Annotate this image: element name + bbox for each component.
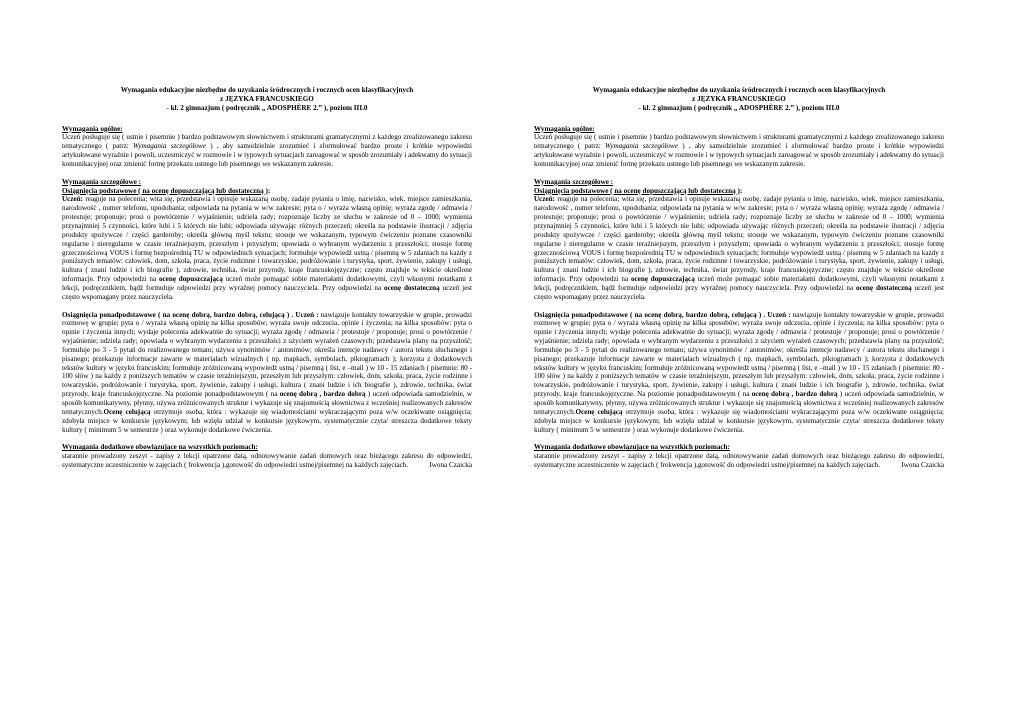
general-text: ) , aby samodzielnie zrozumieć i sformułować bardzo proste i krótkie wypowiedzi artykułowane wyraźnie i powoli, uczestniczyć w rozmowie i w typowych sytuacjach zareagować w sposób zrozumiały i adekwatny do sytuacji komunikacyjnej oraz zmienić formę przekazu ustnego lub pisemnego we wskazanym zakresie. (534, 142, 944, 168)
basic-heading (62, 187, 472, 196)
page-left (62, 86, 472, 470)
basic-text: uczeń może pomagać sobie materiałami dodatkowymi, czyli własnymi notatkami z lekcji, podręcznikiem, bądź formułuje odpowiedzi przy wyraźnej pomocy nauczyciela. Przy odpowiedzi na (62, 275, 472, 292)
basic-bold: ocenę dostateczną (856, 283, 912, 292)
basic-lead: Uczeń: (62, 195, 84, 204)
additional-text: starannie prowadzony zeszyt - zapisy z lekcji opatrzone datą, odnotowywanie zadań domowych oraz bieżącego zakresu do odpowiedzi, systematyczne uczestniczenie w zajęciach ( frekwencja ),gotowość do odpowiedzi ustnej/pisemnej na każdych zajęciach. (62, 452, 472, 470)
basic-text: reaguje na polecenia; wita się, przedstawia i opisuje wskazaną osobę, zadaje pytania o imię, nazwisko, wiek, miejsce zamieszkania, narodowość , numer telefonu, upodobania; odpowiada na pytania w w/w zakresie; pyta o / wyraża własną opinię; wyraża zgodę / odmawia / protestuje; proponuje; prosi o powtórzenie / wyjaśnienie; udziela rady; rozpoznaje liczby ze słuchu w zakresie od 0 – 1000; wymienia przynajmniej 5 czynności, które lubi i 5 których nie lubi; odpowiada używając różnych przeczeń; określa na podstawie ilustracji / zdjęcia produkty spożywcze / części garderoby; określa główną myśl tekstu; stosuje we wskazanym, typowym ćwiczeniu poznane czasowniki regularne i nieregularne w czasie teraźniejszym, przeszłym i przyszłym; opowiada o wybranym wydarzeniu z przeszłości; stosuje formę grzecznościową VOUS i formę bezpośrednią TU w odpowiednich sytuacjach; formułuje wypowiedź ustną / pisemną w 5 zdaniach na każdy z poniższych tematów: człowiek, dom, szkoła, praca, życie rodzinne i towarzyskie, podróżowanie i turystyka, sport, żywienie, zakupy i usługi, kultura ( znani ludzie i ich biografie ), zdrowie, technika, świat przyrody, kraje francuskojęzyczne; często znajduje w tekście określone informacje. Przy odpowiedzi na (62, 195, 472, 284)
basic-heading-text: Osiągnięcia podstawowe ( na ocenę dopuszczającą lub dostateczną ) (534, 186, 740, 195)
basic-heading (534, 187, 944, 196)
document-title (62, 86, 472, 113)
signature: Iwona Czaicka (901, 461, 944, 470)
page-right (534, 86, 944, 470)
additional-heading: Wymagania dodatkowe obowiązujące na wszystkich poziomach: (62, 443, 258, 452)
basic-paragraph (62, 195, 472, 301)
basic-text: uczeń jest często wspomagany przez nauczyciela. (534, 283, 945, 301)
title-line: Wymagania edukacyjne niezbędne do uzyskania śródrocznych i rocznych ocen klasyfikacyjnych (592, 86, 886, 94)
detailed-heading: Wymagania szczegółowe : (534, 177, 614, 186)
title-line: z JĘZYKA FRANCUSKIEGO (692, 94, 786, 103)
additional-text: starannie prowadzony zeszyt - zapisy z lekcji opatrzone datą, odnotowywanie zadań domowych oraz bieżącego zakresu do odpowiedzi, systematyczne uczestniczenie w zajęciach ( frekwencja ),gotowość do odpowiedzi ustnej/pisemnej na każdych zajęciach. (534, 452, 944, 470)
advanced-text: nawiązuje kontakty towarzyskie w grupie, prowadzi rozmowę w grupie; pyta o / wyraża własną opinię na kilka sposobów; wyraża swoje odczucia, opinie i życzenia; na kilka sposobów: pyta o opinie i życzenia innych; wydaje polecenia adekwatnie do sytuacji; wyraża zgodę / odmawia / protestuje / proponuje; prosi o powtórzenie / wyjaśnienie; udziela rady; opowiada o wybranym wydarzeniu z przeszłości z użyciem wyrażeń czasowych; przedstawia plany na przyszłość; formułuje po 3 - 5 pytań do realizowanego tematu; używa synonimów / antonimów; określa intencje nadawcy / autora tekstu słuchanego i pisanego; przekazuje informacje zawarte w materiałach wizualnych ( np. mapkach, symbolach, piktogramach ); korzysta z dodatkowych tekstów kultury w języku francuskim; formułuje zróżnicowaną wypowiedź ustną / pisemną ( list, e –mail ) w 10 - 15 zdaniach ( pisemnie: 80 - 100 słów ) na każdy z poniższych tematów w czasie teraźniejszym, przeszłym lub przyszłym: człowiek, dom, szkoła, praca, życie rodzinne i towarzyskie, podróżowanie i turystyka, sport, żywienie, zakupy i usługi, kultura ( znani ludzie i ich biografie ), zdrowie, technika, świat przyrody, kraje francuskojęzyczne. Na poziomie ponadpodstawowym ( na (534, 310, 944, 399)
basic-bold: ocenę dopuszczającą (630, 275, 695, 284)
advanced-paragraph (62, 311, 472, 435)
general-italic: Wymagania szczegółowe (605, 142, 678, 151)
basic-lead: Uczeń: (534, 195, 556, 204)
advanced-bold: ocenę dobrą , bardzo dobrą (279, 390, 366, 399)
general-paragraph (534, 133, 944, 168)
title-line: - kl. 2 gimnazjum ( podręcznik „ ADOSPHÈRE 2.” ), poziom III.0 (638, 103, 840, 112)
basic-text: uczeń może pomagać sobie materiałami dodatkowymi, czyli własnymi notatkami z lekcji, podręcznikiem, bądź formułuje odpowiedzi przy wyraźnej pomocy nauczyciela. Przy odpowiedzi na (534, 275, 944, 292)
advanced-bold: ocenę dobrą , bardzo dobrą (751, 390, 838, 399)
general-heading: Wymagania ogólne: (534, 124, 595, 133)
advanced-text: nawiązuje kontakty towarzyskie w grupie, prowadzi rozmowę w grupie; pyta o / wyraża własną opinię na kilka sposobów; wyraża swoje odczucia, opinie i życzenia; na kilka sposobów: pyta o opinie i życzenia innych; wydaje polecenia adekwatnie do sytuacji; wyraża zgodę / odmawia / protestuje / proponuje; prosi o powtórzenie / wyjaśnienie; udziela rady; opowiada o wybranym wydarzeniu z przeszłości z użyciem wyrażeń czasowych; przedstawia plany na przyszłość; formułuje po 3 - 5 pytań do realizowanego tematu; używa synonimów / antonimów; określa intencje nadawcy / autora tekstu słuchanego i pisanego; przekazuje informacje zawarte w materiałach wizualnych ( np. mapkach, symbolach, piktogramach ); korzysta z dodatkowych tekstów kultury w języku francuskim; formułuje zróżnicowaną wypowiedź ustną / pisemną ( list, e –mail ) w 10 - 15 zdaniach ( pisemnie: 80 - 100 słów ) na każdy z poniższych tematów w czasie teraźniejszym, przeszłym lub przyszłym: człowiek, dom, szkoła, praca, życie rodzinne i towarzyskie, podróżowanie i turystyka, sport, żywienie, zakupy i usługi, kultura ( znani ludzie i ich biografie ), zdrowie, technika, świat przyrody, kraje francuskojęzyczne. Na poziomie ponadpodstawowym ( na (62, 310, 472, 399)
basic-paragraph (534, 195, 944, 301)
basic-heading-colon: : (739, 186, 743, 195)
advanced-text: ) uczeń odpowiada samodzielnie, w sposób komunikatywny, płynny, używa zróżnicowanych struktur i wykazuje się znajomością słownictwa z wcześniej realizowanych zakresów tematycznych. (62, 390, 472, 416)
advanced-bold: Ocenę celującą (103, 407, 151, 416)
document-title (534, 86, 944, 113)
advanced-text: otrzymuje osoba, która : wykazuje się wiadomościami wykraczającymi poza w/w oczekiwane osiągnięcia; zdobyła miejsce w konkursie językowym; lub wzięła udział w konkursie językowym, systematycznie czyta/ streszcza dodatkowe teksty kultury ( minimum 5 w semestrze ) oraz wykonuje dodatkowe ćwiczenia. (62, 407, 472, 434)
general-text: Uczeń posługuje się ( ustnie i pisemnie ) bardzo podstawowym słownictwem i strukturami gramatycznymi z każdego zrealizowanego zakresu tematycznego ( patrz: (62, 133, 472, 151)
advanced-bold: Ocenę celującą (575, 407, 623, 416)
general-heading: Wymagania ogólne: (62, 124, 123, 133)
signature: Iwona Czaicka (429, 461, 472, 470)
advanced-heading: Osiągnięcia ponadpodstawowe ( na ocenę dobrą, bardzo dobrą, celującą ) . Uczeń : (534, 310, 791, 319)
basic-bold: ocenę dopuszczającą (158, 275, 223, 284)
additional-paragraph (62, 452, 472, 470)
title-line: z JĘZYKA FRANCUSKIEGO (220, 94, 314, 103)
advanced-text: ) uczeń odpowiada samodzielnie, w sposób komunikatywny, płynny, używa zróżnicowanych struktur i wykazuje się znajomością słownictwa z wcześniej realizowanych zakresów tematycznych. (534, 390, 944, 416)
basic-text: reaguje na polecenia; wita się, przedstawia i opisuje wskazaną osobę, zadaje pytania o imię, nazwisko, wiek, miejsce zamieszkania, narodowość , numer telefonu, upodobania; odpowiada na pytania w w/w zakresie; pyta o / wyraża własną opinię; wyraża zgodę / odmawia / protestuje; proponuje; prosi o powtórzenie / wyjaśnienie; udziela rady; rozpoznaje liczby ze słuchu w zakresie od 0 – 1000; wymienia przynajmniej 5 czynności, które lubi i 5 których nie lubi; odpowiada używając różnych przeczeń; określa na podstawie ilustracji / zdjęcia produkty spożywcze / części garderoby; określa główną myśl tekstu; stosuje we wskazanym, typowym ćwiczeniu poznane czasowniki regularne i nieregularne w czasie teraźniejszym, przeszłym i przyszłym; opowiada o wybranym wydarzeniu z przeszłości; stosuje formę grzecznościową VOUS i formę bezpośrednią TU w odpowiednich sytuacjach; formułuje wypowiedź ustną / pisemną w 5 zdaniach na każdy z poniższych tematów: człowiek, dom, szkoła, praca, życie rodzinne i towarzyskie, podróżowanie i turystyka, sport, żywienie, zakupy i usługi, kultura ( znani ludzie i ich biografie ), zdrowie, technika, świat przyrody, kraje francuskojęzyczne; często znajduje w tekście określone informacje. Przy odpowiedzi na (534, 195, 944, 284)
basic-heading-colon: : (267, 186, 271, 195)
title-line: - kl. 2 gimnazjum ( podręcznik „ ADOSPHÈRE 2.” ), poziom III.0 (166, 103, 368, 112)
advanced-paragraph (534, 311, 944, 435)
additional-heading: Wymagania dodatkowe obowiązujące na wszystkich poziomach: (534, 443, 730, 452)
additional-paragraph (534, 452, 944, 470)
advanced-heading: Osiągnięcia ponadpodstawowe ( na ocenę dobrą, bardzo dobrą, celującą ) . Uczeń : (62, 310, 319, 319)
advanced-text: otrzymuje osoba, która : wykazuje się wiadomościami wykraczającymi poza w/w oczekiwane osiągnięcia; zdobyła miejsce w konkursie językowym; lub wzięła udział w konkursie językowym, systematycznie czyta/ streszcza dodatkowe teksty kultury ( minimum 5 w semestrze ) oraz wykonuje dodatkowe ćwiczenia. (534, 407, 944, 434)
general-text: ) , aby samodzielnie zrozumieć i sformułować bardzo proste i krótkie wypowiedzi artykułowane wyraźnie i powoli, uczestniczyć w rozmowie i w typowych sytuacjach zareagować w sposób zrozumiały i adekwatny do sytuacji komunikacyjnej oraz zmienić formę przekazu ustnego lub pisemnego we wskazanym zakresie. (62, 142, 472, 168)
general-italic: Wymagania szczegółowe (133, 142, 206, 151)
general-paragraph (62, 133, 472, 168)
title-line: Wymagania edukacyjne niezbędne do uzyskania śródrocznych i rocznych ocen klasyfikacyjnych (120, 86, 414, 94)
basic-bold: ocenę dostateczną (384, 283, 440, 292)
detailed-heading: Wymagania szczegółowe : (62, 177, 142, 186)
general-text: Uczeń posługuje się ( ustnie i pisemnie ) bardzo podstawowym słownictwem i strukturami gramatycznymi z każdego zrealizowanego zakresu tematycznego ( patrz: (534, 133, 944, 151)
basic-text: uczeń jest często wspomagany przez nauczyciela. (62, 283, 473, 301)
basic-heading-text: Osiągnięcia podstawowe ( na ocenę dopuszczającą lub dostateczną ) (62, 186, 268, 195)
